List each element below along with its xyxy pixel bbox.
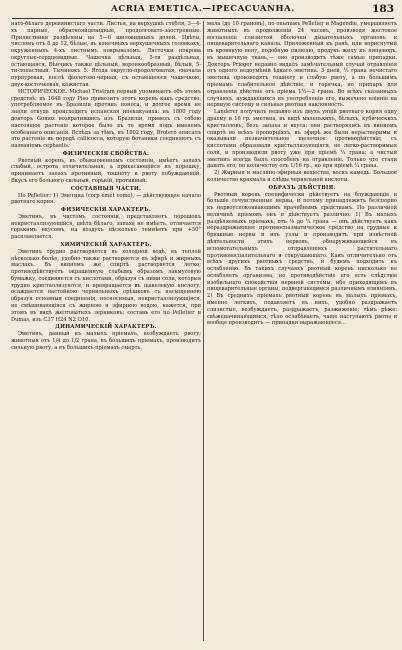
paragraph: Эметинъ, данный въ малыхъ пріемахъ, возбуждаетъ рвоту; животныя отъ 1/4 до 1/2 грана, въ большихъ пріемахъ, производитъ сильную рвоту, а въ большихъ пріемахъ смерть. bbox=[11, 331, 201, 351]
section-heading: ФИЗИЧЕСКІЯ СВОЙСТВА. bbox=[62, 150, 150, 157]
paragraph: нато-бѣлаго деревянистаго части. Листья, на верхушкѣ стебля, 3—4-хъ парные, обратнояйцевидные, продолговато-заостренные. Прилистники раздѣлены на 5—6 шиловидныхъ долей. Цвѣты, числомъ отъ 8 до 12, бѣлые, въ конечныхъ верхушечныхъ головкахъ, окруженныхъ 4-хъ листнымъ покрываломъ. Листочки покрова округлые-сердцевидные. Чашечка цѣльная, 5-ти раздѣльная, остающаяся. Вѣнчикъ также цѣльный, воронкообразный, бѣлый, 5-ти-лопастный. Тычинокъ 5. Ягода округло-продолговатая, сначала пурпуровая, послѣ фіолетово-черная, съ остающеюся чашечкою, двух-косточковая, кожистая. bbox=[11, 21, 201, 89]
section-heading: ХИМИЧЕСКІЙ ХАРАКТЕРЪ. bbox=[60, 242, 152, 248]
section-heading: ДИНАМИЧЕСКІЙ ХАРАКТЕРЪ. bbox=[55, 324, 157, 331]
paragraph: мала (до 10 грановъ), по опытамъ Pelletier и Magendie, умерщвляетъ животныхъ въ продолженіи 24 часовъ, производя жестокое воспаленіе слизистой оболочки дыхательныхъ органовъ и пищеварительнаго канала. Приложенный къ ранѣ, или вприснутый въ кровяную вену, подобную пилюлю, продукъ жилу къ пищеводъ, въ мышечную ткань,— оно производитъ тѣже самые припадки. Докторъ Prieger недавно видалъ замѣчательный случай отравленія отъ одного недоумѣній ѣдкаго эметина. 3 дней, ½ грана нечистаго эметина производятъ тошноту и слабую рвоту, а по большимъ пріемамъ слабительное дѣйствіе, и горячка, но припаръ для отравленія дѣйствіе отъ пріема 1½—2 грана. Во всѣхъ сказанныхъ случаяхъ, нуждающихся въ употребленіи его, выжечено вліяніе на нервную систему и сильная рвотная наклонность. bbox=[207, 21, 397, 109]
section-heading: ОБРАЗЪ ДѢЙСТВІЯ. bbox=[268, 184, 336, 191]
left-column bbox=[11, 21, 201, 643]
paragraph: 2) Жирныя и масляно-эфирныя вещества, воскъ камедь. Большое количество крахмала и слѣды черняльной кислоты. bbox=[207, 170, 397, 183]
paragraph: ИСТОРИЧЕСКОЕ. Michael Tristram первый упоминаетъ объ этомъ средствѣ; въ 1648 году Piso привозитъ этотъ корень какъ средство, употребляемое въ Бразиліи противъ поноса, и долгое время не знали откуда происходитъ испанская ипекакуанха: въ 1800 году докторъ Gomez возвратившись изъ Бразиліи, привезъ съ собою настоящее растеніе которое было въ то время подъ именемъ особеннаго описанія. Вслѣдъ за тѣмъ, въ 1802 году, Brotero описалъ это растеніе въ породѣ callicocca, которую ботаники соединяютъ съ названіемъ cephaelis. bbox=[11, 88, 201, 150]
paragraph: Рвотный корень, въ обыкновенномъ состояніи, имѣетъ запахъ слабый, острота отличительная, а прикасающійся къ порошку, принимаетъ запахъ противный, тошноту и рвоту побуждающій. Вкусъ его больного сильный, горькій, противный. bbox=[11, 157, 201, 184]
section-heading: СОСТАВНЫЯ ЧАСТИ. bbox=[70, 185, 142, 192]
paragraph: Эметинъ, въ чистомъ состояніи, представляетъ порошокъ некристаллизующійся, цвѣта бѣлаго, запаха не имѣетъ, отличается горькимъ вкусомъ, на воздухъ нѣсколько темнѣетъ при +50° расплавляется. bbox=[11, 213, 201, 241]
paragraph: Landerer получилъ недавно изъ двухъ унцій рвотнаго корня одну драхму и 16 гр. эметина, въ видѣ маленькихъ, бѣлыхъ, кубическихъ кристалловъ, безъ запаха и вкуса; они растворялись въ винномъ спиртѣ во всѣхъ пропорціяхъ, въ эфирѣ же были нерастворимы и оказывали незначительное щелочное противодѣйствіе; съ кислотами образовали кристаллизующіяся, не легко-растворимыя соли, и производили рвоту уже при пріемѣ ¼ грана; а чистый эметинъ всегда былъ способенъ на отравленіе. Только что стали давать его, по количеству отъ 1/16 гр., но при пріемѣ ¼ грана. bbox=[207, 109, 397, 170]
paragraph: Эметинъ трудно растворяется въ холодной водѣ, въ теплой нѣсколько болѣе, удобно также растворяется въ эфирѣ и жирныхъ маслахъ. Въ винномъ же спиртѣ растворяется легко; противодѣйствуетъ окрашенную слабымъ образомъ лакмусовую бумажку, соединяется съ кислотами, образуя съ ними соли, которыя трудно кристаллизуются, и превращается въ щавелевую кислоту; осаждается настойкою чернильныхъ орѣшковъ съ насыщенною образуя основныя соединенія, несносимыя, некристаллизующіяся, не смѣшивающіяся съ жирною и эфирною водою, кажется, при этомъ въ видѣ желтоватыхъ зерниковъ; составъ его по Pelletier и Dumas, изъ C37 H24 N2 O10. bbox=[11, 248, 201, 323]
paragraph: По Pelletier: 1) Эметина (corp émét vomo), — дѣйствующее начало рвотнаго корня. bbox=[11, 192, 201, 206]
page-header bbox=[12, 3, 394, 19]
section-heading: ФИЗИЧЕСКІЯ ХАРАКТЕРЪ. bbox=[61, 207, 151, 214]
running-title: ACRIA EMETICA.—IPECACUANHA. bbox=[111, 4, 295, 14]
column-divider bbox=[203, 21, 204, 641]
right-column bbox=[207, 21, 397, 643]
page-number: 183 bbox=[372, 3, 394, 15]
paragraph: Рвотный корень специфически дѣйствуетъ на блуждающіе и большіе сочувственные нервы, и потому принадлежитъ безспорно къ нервоуспокоивающимъ врачебнымъ средствамъ. По различной величинѣ пріемовъ онъ и дѣйствуетъ различно: 1) Въ малыхъ раздѣляемыхъ пріемахъ, отъ ⅛ до ¼ грана — онъ дѣйствуетъ какъ нераздражающее противоспазматическое средство на грудные и брюшные нервы и ихъ узлы и производитъ при извѣстной дѣятельности этихъ нервовъ, обнаруживающейся въ вспомогательныхъ отправленіяхъ растительнаго противовоспалительнаго и сокрушающаго. Какъ отличительно отъ всѣхъ другихъ рвотныхъ средствъ, и будемъ подходить къ ослабленію. Въ такихъ случаяхъ рвотный корень нисколько не ослабляетъ организма, но противодѣйствіе его есть слѣдствіе изобильнаго спокойствія нервной системы, ибо приходящимъ въ пищеварительные органы, подвергающимся различнымъ влияніямъ. 2) Въ среднихъ пріемахъ рвотный корень въ малыхъ пріемахъ, именно легкихъ, подавляетъ въ нихъ, удобно раздражаетъ слизистые, возбуждаетъ, раздражаетъ, разжиженіе; тѣмъ рѣже: свѣженачинающимся, тѣло ослабѣваетъ, чаще наступаютъ рвоты и вообще производитъ — припадки выражающіеся... bbox=[207, 191, 397, 327]
